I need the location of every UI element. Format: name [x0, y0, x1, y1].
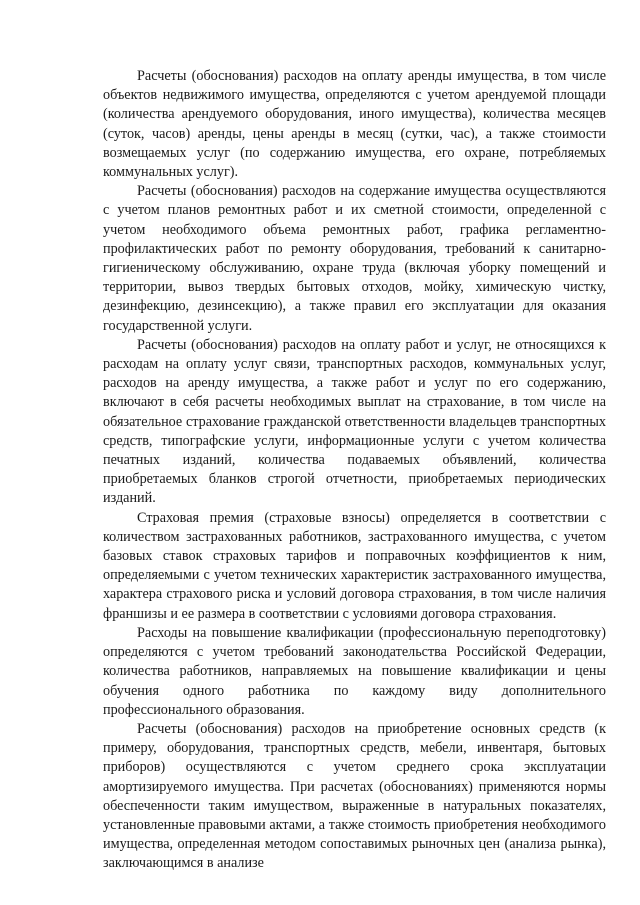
paragraph-training-costs: Расходы на повышение квалификации (профессиональную переподготовку) определяются с учетом требований законодательства Российской Федерации, количества работников, направляемых на повышение квалификации и цены обучения одного работника по каждому виду дополнительного профессионального образования.	[103, 624, 606, 718]
paragraph-maintenance-costs: Расчеты (обоснования) расходов на содержание имущества осуществляются с учетом планов ремонтных работ и их сметной стоимости, определенной с учетом необходимого объема ремонтных работ, графика регламентно-профилактических работ по ремонту оборудования, требований к санитарно-гигиеническому обслуживанию, охране труда (включая уборку помещений и территории, вывоз твердых бытовых отходов, мойку, химическую чистку, дезинфекцию, дезинсекцию), а также правил его эксплуатации для оказания государственной услуги.	[103, 183, 606, 334]
paragraph-rent-costs: Расчеты (обоснования) расходов на оплату аренды имущества, в том числе объектов недвижимого имущества, определяются с учетом арендуемой площади (количества арендуемого оборудования, иного имущества), количества месяцев (суток, часов) аренды, цены аренды в месяц (сутки, час), а также стоимости возмещаемых услуг (по содержанию имущества, его охране, потребляемых коммунальных услуг).	[103, 68, 606, 181]
paragraph-insurance-premium: Страховая премия (страховые взносы) определяется в соответствии с количеством застрахованных работников, застрахованного имущества, с учетом базовых ставок страховых тарифов и поправочных коэффициентов к ним, определяемыми с учетом технических характеристик застрахованного имущества, характера страхового риска и условий договора страхования, в том числе наличия франшизы и ее размера в соответствии с условиями договора страхования.	[103, 509, 606, 622]
paragraph-services-costs: Расчеты (обоснования) расходов на оплату работ и услуг, не относящихся к расходам на оплату услуг связи, транспортных расходов, коммунальных услуг, расходов на аренду имущества, а также работ и услуг по его содержанию, включают в себя расчеты необходимых выплат на страхование, в том числе на обязательное страхование гражданской ответственности владельцев транспортных средств, типографские услуги, информационные услуги с учетом количества печатных изданий, количества подаваемых объявлений, количества приобретаемых бланков строгой отчетности, приобретаемых периодических изданий.	[103, 336, 606, 507]
paragraph-fixed-assets-costs: Расчеты (обоснования) расходов на приобретение основных средств (к примеру, оборудования, транспортных средств, мебели, инвентаря, бытовых приборов) осуществляются с учетом среднего срока эксплуатации амортизируемого имущества. При расчетах (обоснованиях) применяются нормы обеспеченности таким имуществом, выраженные в натуральных показателях, установленные правовыми актами, а также стоимость приобретения необходимого имущества, определенная методом сопоставимых рыночных цен (анализа рынка), заключающимся в анализе	[103, 720, 606, 872]
document-body	[103, 67, 606, 874]
